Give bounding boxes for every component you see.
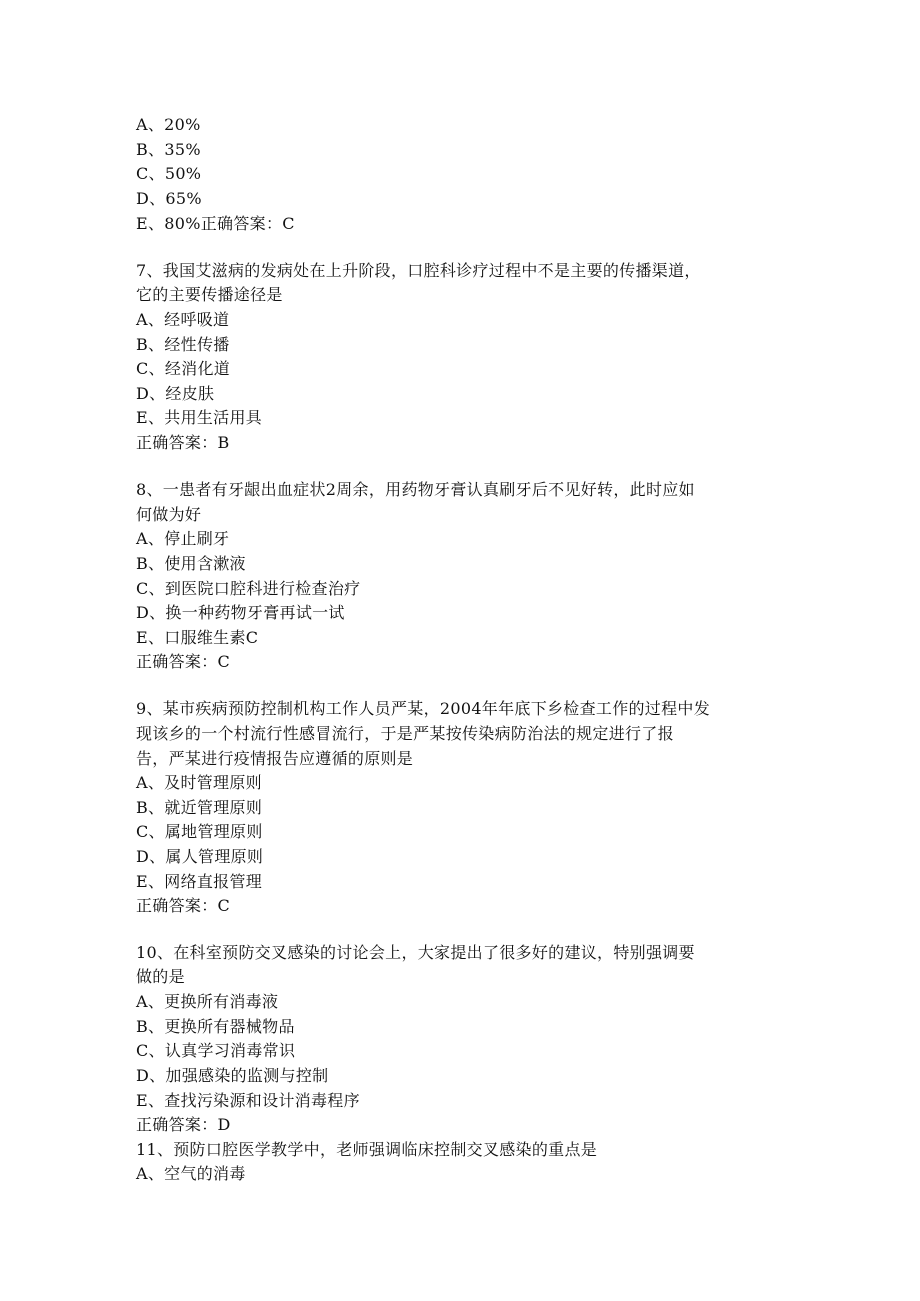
correct-answer: 正确答案：D [136, 1115, 231, 1134]
option-c: C、到医院口腔科进行检查治疗 [136, 579, 361, 598]
option-a: A、更换所有消毒液 [136, 992, 279, 1011]
question-7-text: 7、我国艾滋病的发病处在上升阶段，口腔科诊疗过程中不是主要的传播渠道， [136, 261, 701, 280]
question-8-text-cont: 何做为好 [136, 505, 202, 524]
correct-answer: 正确答案：B [136, 433, 230, 452]
option-a: A、空气的消毒 [136, 1164, 246, 1183]
option-c: C、50% [136, 164, 202, 183]
question-7-text-cont: 它的主要传播途径是 [136, 285, 283, 304]
option-b: B、就近管理原则 [136, 798, 263, 817]
option-a: A、20% [136, 115, 201, 134]
option-e: E、网络直报管理 [136, 872, 263, 891]
option-c: C、属地管理原则 [136, 822, 263, 841]
option-e-answer: E、80%正确答案：C [136, 214, 295, 233]
option-d: D、属人管理原则 [136, 847, 264, 866]
option-e: E、口服维生素C [136, 628, 259, 647]
question-9-text-cont: 现该乡的一个村流行性感冒流行，于是严某按传染病防治法的规定进行了报 [136, 724, 674, 743]
correct-answer: 正确答案：C [136, 652, 231, 671]
correct-answer: 正确答案：C [136, 896, 231, 915]
option-e: E、共用生活用具 [136, 408, 263, 427]
question-9-text: 9、某市疾病预防控制机构工作人员严某，2004年年底下乡检查工作的过程中发 [136, 699, 710, 718]
option-c: C、经消化道 [136, 359, 231, 378]
question-9-text-cont2: 告，严某进行疫情报告应遵循的原则是 [136, 749, 414, 768]
option-c: C、认真学习消毒常识 [136, 1041, 296, 1060]
option-d: D、经皮肤 [136, 384, 215, 403]
option-b: B、经性传播 [136, 335, 230, 354]
option-d: D、加强感染的监测与控制 [136, 1066, 329, 1085]
option-b: B、35% [136, 140, 201, 159]
option-b: B、使用含漱液 [136, 554, 246, 573]
question-10-text: 10、在科室预防交叉感染的讨论会上，大家提出了很多好的建议，特别强调要 [136, 943, 695, 962]
question-8-text: 8、一患者有牙龈出血症状2周余，用药物牙膏认真刷牙后不见好转，此时应如 [136, 480, 695, 499]
option-a: A、停止刷牙 [136, 529, 230, 548]
option-a: A、经呼吸道 [136, 310, 230, 329]
option-a: A、及时管理原则 [136, 773, 262, 792]
option-e: E、查找污染源和设计消毒程序 [136, 1091, 360, 1110]
question-11-text: 11、预防口腔医学教学中，老师强调临床控制交叉感染的重点是 [136, 1140, 598, 1159]
question-10-text-cont: 做的是 [136, 967, 185, 986]
option-d: D、65% [136, 189, 202, 208]
option-b: B、更换所有器械物品 [136, 1017, 295, 1036]
option-d: D、换一种药物牙膏再试一试 [136, 603, 345, 622]
